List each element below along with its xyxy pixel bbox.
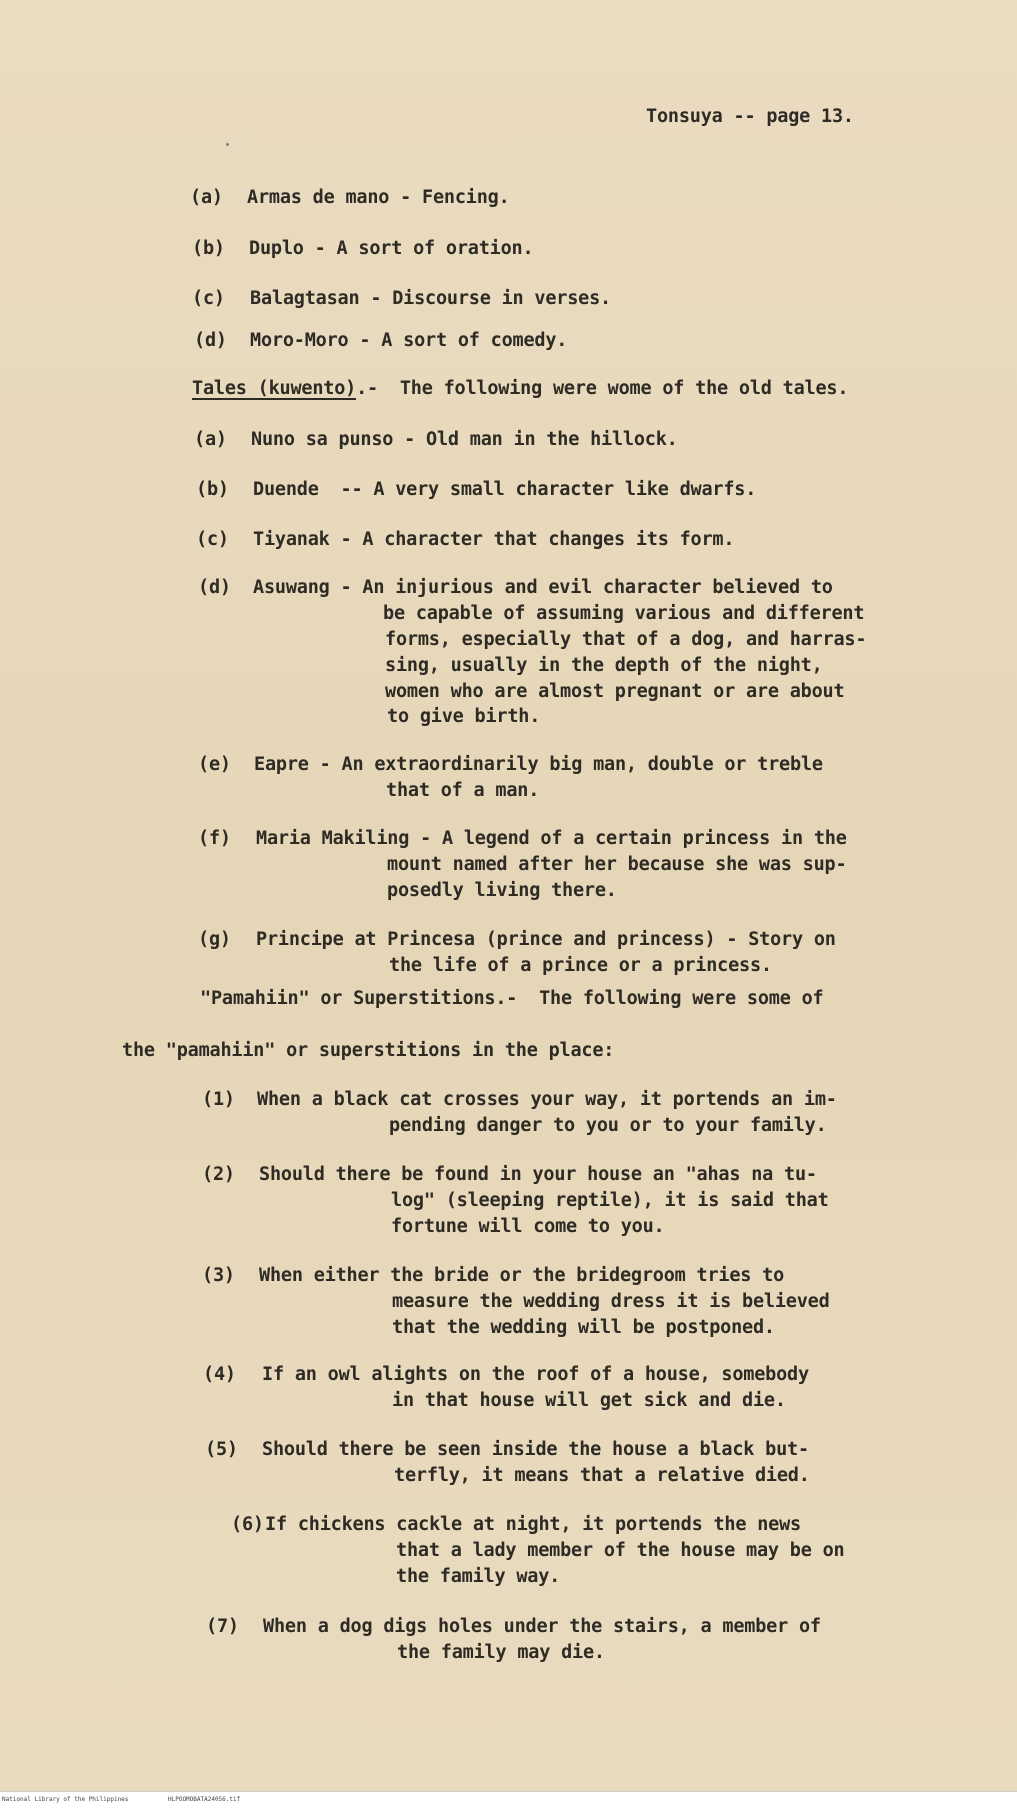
tale-item-marker: (f)	[198, 828, 231, 849]
tale-item-line: sing, usually in the depth of the night,	[385, 655, 823, 676]
game-item-text: Armas de mano - Fencing.	[247, 187, 510, 208]
tale-item-line: women who are almost pregnant or are about	[385, 681, 845, 702]
tale-item-line: Duende -- A very small character like dwarfs.	[253, 479, 757, 500]
superstition-item-line: Should there be found in your house an "ahas na tu-	[259, 1164, 817, 1185]
superstition-item-line: log" (sleeping reptile), it is said that	[391, 1190, 829, 1211]
superstition-item-line: When a black cat crosses your way, it portends an im-	[257, 1089, 837, 1110]
superstition-item-line: Should there be seen inside the house a black but-	[262, 1439, 809, 1460]
tale-item-line: Maria Makiling - A legend of a certain princess in the	[256, 828, 847, 849]
speck	[226, 143, 229, 146]
tale-item-marker: (c)	[196, 529, 229, 550]
superstition-item-marker: (6)	[231, 1514, 264, 1535]
superstition-item-line: that a lady member of the house may be on	[396, 1540, 845, 1561]
superstition-item-marker: (5)	[205, 1439, 238, 1460]
game-item-marker: (b)	[192, 238, 225, 259]
superstition-item-line: the family may die.	[397, 1642, 605, 1663]
tale-item-marker: (a)	[194, 429, 227, 450]
game-item-text: Moro-Moro - A sort of comedy.	[250, 330, 568, 351]
tale-item-line: the life of a prince or a princess.	[389, 955, 772, 976]
superstitions-intro: "Pamahiin" or Superstitions.- The following were some of	[200, 988, 824, 1009]
superstition-item-line: When either the bride or the bridegroom tries to	[259, 1265, 785, 1286]
superstition-item-marker: (1)	[202, 1089, 235, 1110]
footer-library: National Library of the Philippines	[2, 1796, 129, 1803]
superstition-item-marker: (7)	[206, 1616, 239, 1637]
tale-item-line: Tiyanak - A character that changes its form.	[253, 529, 735, 550]
superstition-item-line: in that house will get sick and die.	[392, 1390, 786, 1411]
superstition-item-marker: (3)	[202, 1265, 235, 1286]
superstition-item-line: If an owl alights on the roof of a house, somebody	[262, 1364, 809, 1385]
tale-item-line: forms, especially that of a dog, and harras-	[385, 629, 867, 650]
superstition-item-line: the family way.	[396, 1566, 561, 1587]
superstition-item-line: fortune will come to you.	[391, 1216, 665, 1237]
superstition-item-line: that the wedding will be postponed.	[392, 1317, 775, 1338]
superstition-item-line: pending danger to you or to your family.	[389, 1115, 827, 1136]
tale-item-line: that of a man.	[386, 780, 540, 801]
game-item-text: Balagtasan - Discourse in verses.	[250, 288, 611, 309]
tale-item-line: mount named after her because she was sup-	[387, 854, 847, 875]
superstition-item-line: If chickens cackle at night, it portends the news	[265, 1514, 801, 1535]
tales-intro: .- The following were wome of the old tales.	[356, 378, 849, 399]
scan-footer	[0, 1791, 1017, 1809]
superstition-item-line: terfly, it means that a relative died.	[394, 1465, 810, 1486]
tale-item-marker: (b)	[196, 479, 229, 500]
game-item-text: Duplo - A sort of oration.	[249, 238, 534, 259]
superstition-item-line: measure the wedding dress it is believed	[392, 1291, 830, 1312]
tales-heading: Tales (kuwento)	[192, 378, 357, 399]
game-item-marker: (c)	[192, 288, 225, 309]
footer-file-id: HLPOOMOBATA24056.tif	[168, 1796, 241, 1803]
superstitions-intro-cont: the "pamahiin" or superstitions in the place:	[122, 1040, 615, 1061]
tale-item-marker: (e)	[198, 754, 231, 775]
superstition-item-line: When a dog digs holes under the stairs, a member of	[263, 1616, 821, 1637]
superstition-item-marker: (2)	[202, 1164, 235, 1185]
page-header: Tonsuya -- page 13.	[646, 106, 854, 127]
tale-item-line: posedly living there.	[387, 880, 617, 901]
tale-item-line: Nuno sa punso - Old man in the hillock.	[251, 429, 678, 450]
tale-item-line: Asuwang - An injurious and evil character believed to	[253, 577, 833, 598]
game-item-marker: (a)	[190, 187, 223, 208]
superstition-item-marker: (4)	[203, 1364, 236, 1385]
tales-heading-line	[192, 376, 848, 402]
tale-item-line: Principe at Princesa (prince and princess) - Story on	[256, 929, 836, 950]
tale-item-marker: (d)	[198, 577, 231, 598]
tale-item-line: to give birth.	[387, 706, 541, 727]
tale-item-line: Eapre - An extraordinarily big man, double or treble	[254, 754, 823, 775]
tale-item-marker: (g)	[198, 929, 231, 950]
tale-item-line: be capable of assuming various and different	[383, 603, 865, 624]
game-item-marker: (d)	[194, 330, 227, 351]
